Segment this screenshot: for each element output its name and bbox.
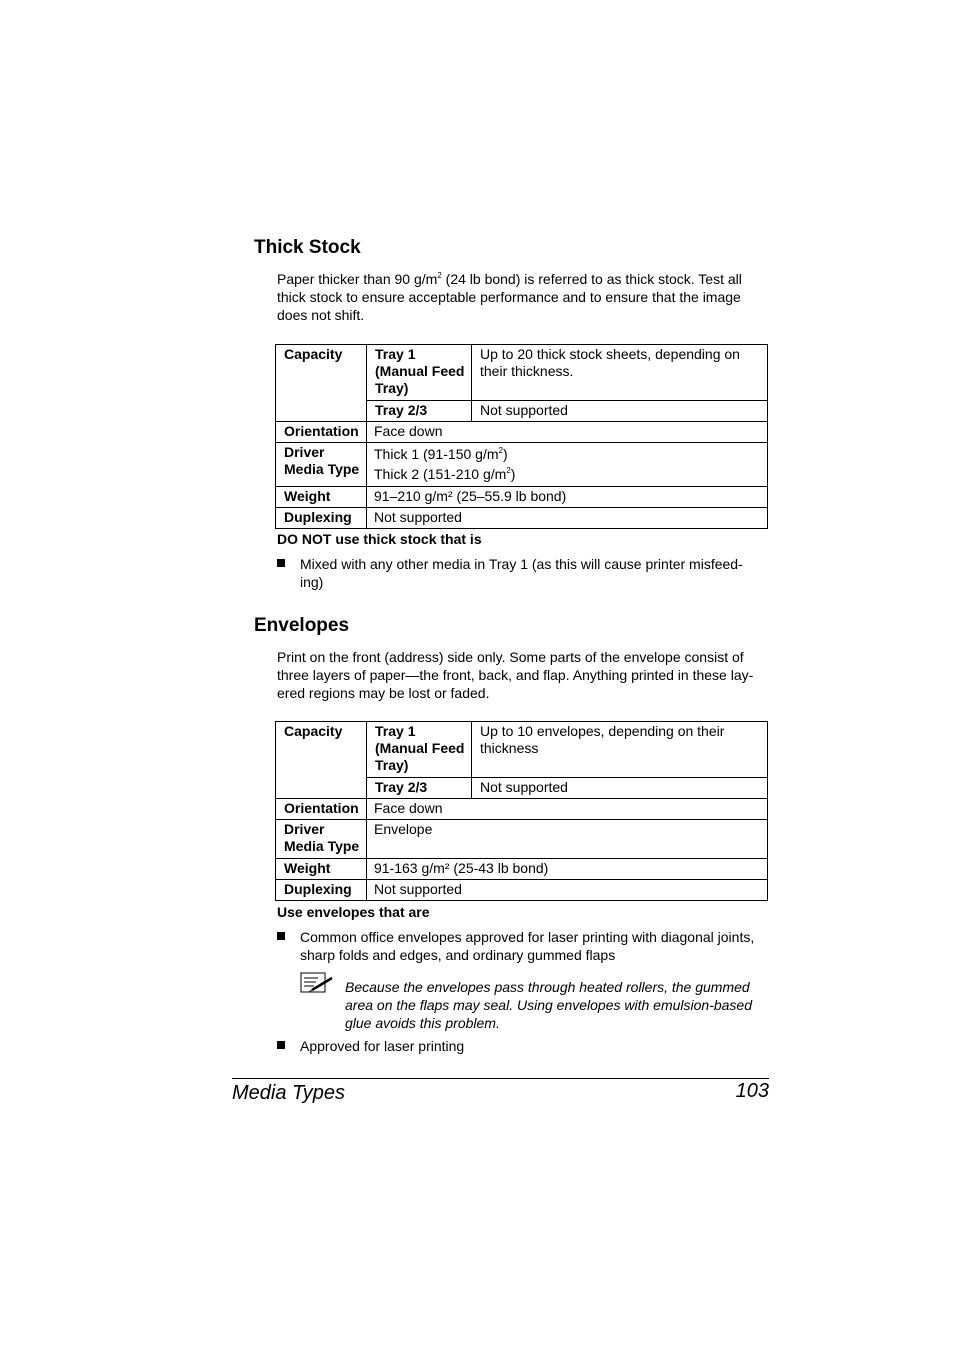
weight-label: Weight [276,859,367,880]
footer-section-title: Media Types [232,1082,346,1104]
tray1-label: Tray 1 (Manual Feed Tray) [367,345,472,401]
note-text: Because the envelopes pass through heated rollers, the gummed area on the flaps may seal. Using envelopes with emulsion-based glue avoids this problem. [345,979,753,1031]
weight-value: 91–210 g/m² (25–55.9 lb bond) [367,487,768,508]
driver-media-type-value: Envelope [367,820,768,859]
table-row [276,859,768,880]
note-pencil-icon [300,972,334,994]
orientation-label: Orientation [276,422,367,443]
capacity-label: Capacity [276,345,367,422]
driver-media-type-value: Thick 1 (91-150 $g/m^2$) Thick 2 (151-210 $g/m^2$) [367,443,768,487]
driver-media-type-label: Driver Media Type [276,820,367,859]
table-row [276,820,768,859]
table-row [276,508,768,529]
footer-page-number: 103 [735,1080,769,1102]
tray23-label: Tray 2/3 [367,778,472,799]
tray23-label: Tray 2/3 [367,401,472,422]
duplexing-value: Not supported [367,508,768,529]
bullet-square-icon [277,559,285,567]
table-row [276,799,768,820]
duplexing-label: Duplexing [276,880,367,901]
table-row [276,443,768,487]
orientation-value: Face down [367,799,768,820]
tray1-value: Up to 10 envelopes, depending on their thickness [472,722,768,778]
list-item-text: Approved for laser printing [300,1038,465,1054]
bullet-square-icon [277,932,285,940]
orientation-value: Face down [367,422,768,443]
duplexing-value: Not supported [367,880,768,901]
thick-stock-heading: Thick Stock [254,237,361,258]
bullet-square-icon [277,1041,285,1049]
envelopes-intro: Print on the front (address) side only. Some parts of the envelope consist of three layers of paper—the front, back, and flap. Anything printed in these lay- ered regions may be lost or faded. [277,649,754,701]
tray23-value: Not supported [472,778,768,799]
list-item-text: Mixed with any other media in Tray 1 (as this will cause printer misfeed- ing) [300,556,743,590]
orientation-label: Orientation [276,799,367,820]
thick-stock-intro: Paper thicker than 90 $g/m^2$ (24 lb bond) is referred to as thick stock. Test all thick stock to ensure acceptable performance and to ensure that the image does not shift. [277,271,742,323]
table-row [276,722,768,778]
weight-label: Weight [276,487,367,508]
use-envelopes-heading: Use envelopes that are [277,904,430,920]
footer-divider [232,1078,769,1079]
thick-stock-spec-table [275,344,768,529]
do-not-use-heading: DO NOT use thick stock that is [277,531,482,547]
table-row [276,345,768,401]
weight-value: 91-163 g/m² (25-43 lb bond) [367,859,768,880]
table-row [276,880,768,901]
envelopes-spec-table [275,721,768,901]
envelopes-heading: Envelopes [254,615,350,636]
driver-media-type-label: Driver Media Type [276,443,367,487]
duplexing-label: Duplexing [276,508,367,529]
capacity-label: Capacity [276,722,367,799]
tray23-value: Not supported [472,401,768,422]
tray1-label: Tray 1 (Manual Feed Tray) [367,722,472,778]
list-item-text: Common office envelopes approved for laser printing with diagonal joints, sharp folds and edges, and ordinary gummed flaps [300,929,755,963]
tray1-value: Up to 20 thick stock sheets, depending on their thickness. [472,345,768,401]
table-row [276,487,768,508]
table-row [276,422,768,443]
